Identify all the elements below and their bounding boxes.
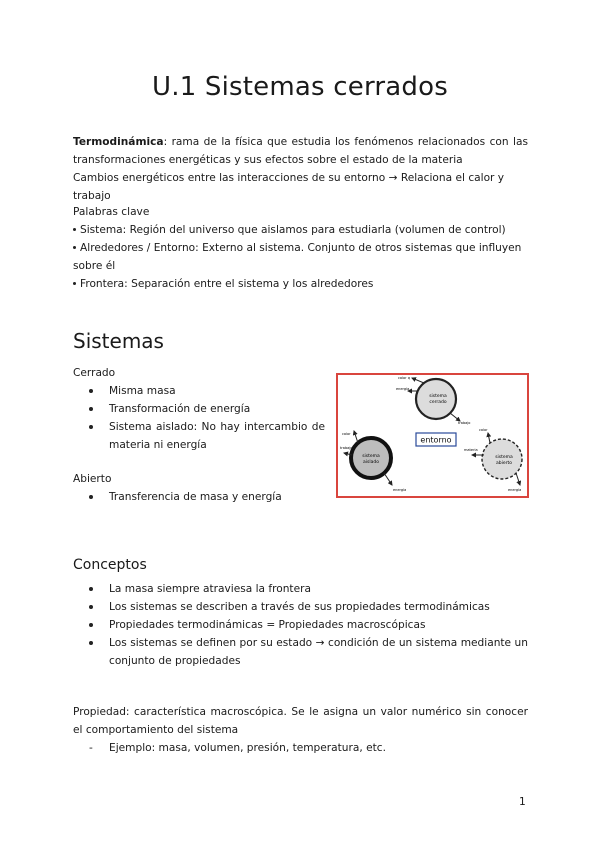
list-item (73, 598, 528, 616)
closed-system-arrow-label-c: energía (396, 387, 410, 391)
intro-term: Termodinámica (73, 136, 164, 148)
bullet-icon (89, 623, 93, 627)
propiedad-definition: Propiedad: característica macroscópica. Se le asigna un valor numérico sin conocer el comportamiento del sistema (73, 706, 528, 736)
closed-system-label-1: sistema (429, 394, 447, 399)
cerrado-label: Cerrado (73, 367, 116, 379)
bullet-icon (89, 641, 93, 645)
bullet-icon (89, 389, 93, 393)
closed-system-arrow-label-b: trabajo (458, 421, 471, 425)
list-item-text: La masa siempre atraviesa la frontera (109, 583, 311, 595)
propiedad-example-list (73, 739, 528, 757)
abierto-label: Abierto (73, 473, 112, 485)
keyword-item (73, 275, 528, 293)
open-system-arrow-label-b: calor (479, 428, 488, 432)
list-item-text: Ejemplo: masa, volumen, presión, temperatura, etc. (109, 742, 386, 754)
open-system-label-1: sistema (495, 455, 513, 460)
keyword-item-text: Frontera: Separación entre el sistema y los alrededores (80, 278, 374, 290)
open-system-label-2: abierto (495, 461, 513, 466)
list-item-text: Los sistemas se describen a través de sus propiedades termodinámicas (109, 601, 490, 613)
bullet-icon (73, 246, 76, 249)
entorno-label: entorno (420, 435, 452, 445)
bullet-icon (89, 407, 93, 411)
isolated-system-circle (340, 431, 406, 492)
isolated-system-label-1: sistema (362, 454, 380, 459)
list-item-text: Los sistemas se definen por su estado → condición de un sistema mediante un conjunto de propiedades (109, 637, 528, 667)
list-item (73, 400, 325, 418)
bullet-icon (89, 425, 93, 429)
open-system-arrow-label-c: energía (508, 488, 522, 492)
list-item-text: Transformación de energía (109, 403, 251, 415)
page-number: 1 (519, 796, 526, 808)
closed-system-label-2: cerrado (429, 400, 447, 405)
dash-bullet-icon: - (89, 742, 93, 754)
list-item-text: Misma masa (109, 385, 176, 397)
keyword-item (73, 221, 528, 239)
intro-definition-text: : rama de la física que estudia los fenómenos relacionados con las transformaciones energéticas y sus efectos sobre el estado de la materia (73, 136, 528, 166)
isolated-system-label-2: aislado (363, 460, 379, 465)
closed-system-arrow-label-a: calor q (398, 376, 410, 380)
list-item (73, 739, 528, 757)
keywords-list (73, 221, 528, 293)
conceptos-heading: Conceptos (73, 557, 147, 573)
conceptos-list (73, 580, 528, 670)
bullet-icon (73, 228, 76, 231)
list-item (73, 488, 325, 506)
abierto-list (73, 488, 325, 506)
open-system-circle (464, 428, 522, 492)
list-item-text: Propiedades termodinámicas = Propiedades macroscópicas (109, 619, 426, 631)
bullet-icon (89, 495, 93, 499)
isolated-system-arrow-label-c: energía (393, 488, 407, 492)
closed-system-circle (396, 376, 470, 425)
list-item (73, 382, 325, 400)
list-item-text: Sistema aislado: No hay intercambio de materia ni energía (109, 421, 325, 451)
list-item (73, 616, 528, 634)
keywords-heading: Palabras clave (73, 206, 150, 218)
bullet-icon (73, 282, 76, 285)
sistemas-heading: Sistemas (73, 329, 164, 353)
open-system-arrow-label-a: materia (464, 448, 478, 452)
list-item-text: Transferencia de masa y energía (109, 491, 282, 503)
bullet-icon (89, 605, 93, 609)
bullet-icon (89, 587, 93, 591)
keyword-item-text: Alrededores / Entorno: Externo al sistema. Conjunto de otros sistemas que influyen sobre él (73, 242, 522, 272)
keyword-item (73, 239, 528, 275)
isolated-system-arrow-label-b: trabajo (340, 446, 353, 450)
keyword-item-text: Sistema: Región del universo que aislamos para estudiarla (volumen de control) (80, 224, 506, 236)
systems-figure (336, 373, 529, 498)
page-title: U.1 Sistemas cerrados (152, 72, 448, 102)
systems-diagram (338, 375, 527, 496)
intro-line2: Cambios energéticos entre las interacciones de su entorno → Relaciona el calor y trabajo (73, 172, 505, 202)
entorno-box (416, 433, 456, 446)
isolated-system-arrow-label-a: calor (342, 432, 351, 436)
list-item (73, 634, 528, 670)
list-item (73, 418, 325, 454)
list-item (73, 580, 528, 598)
intro-definition (73, 133, 528, 169)
cerrado-list (73, 382, 325, 454)
